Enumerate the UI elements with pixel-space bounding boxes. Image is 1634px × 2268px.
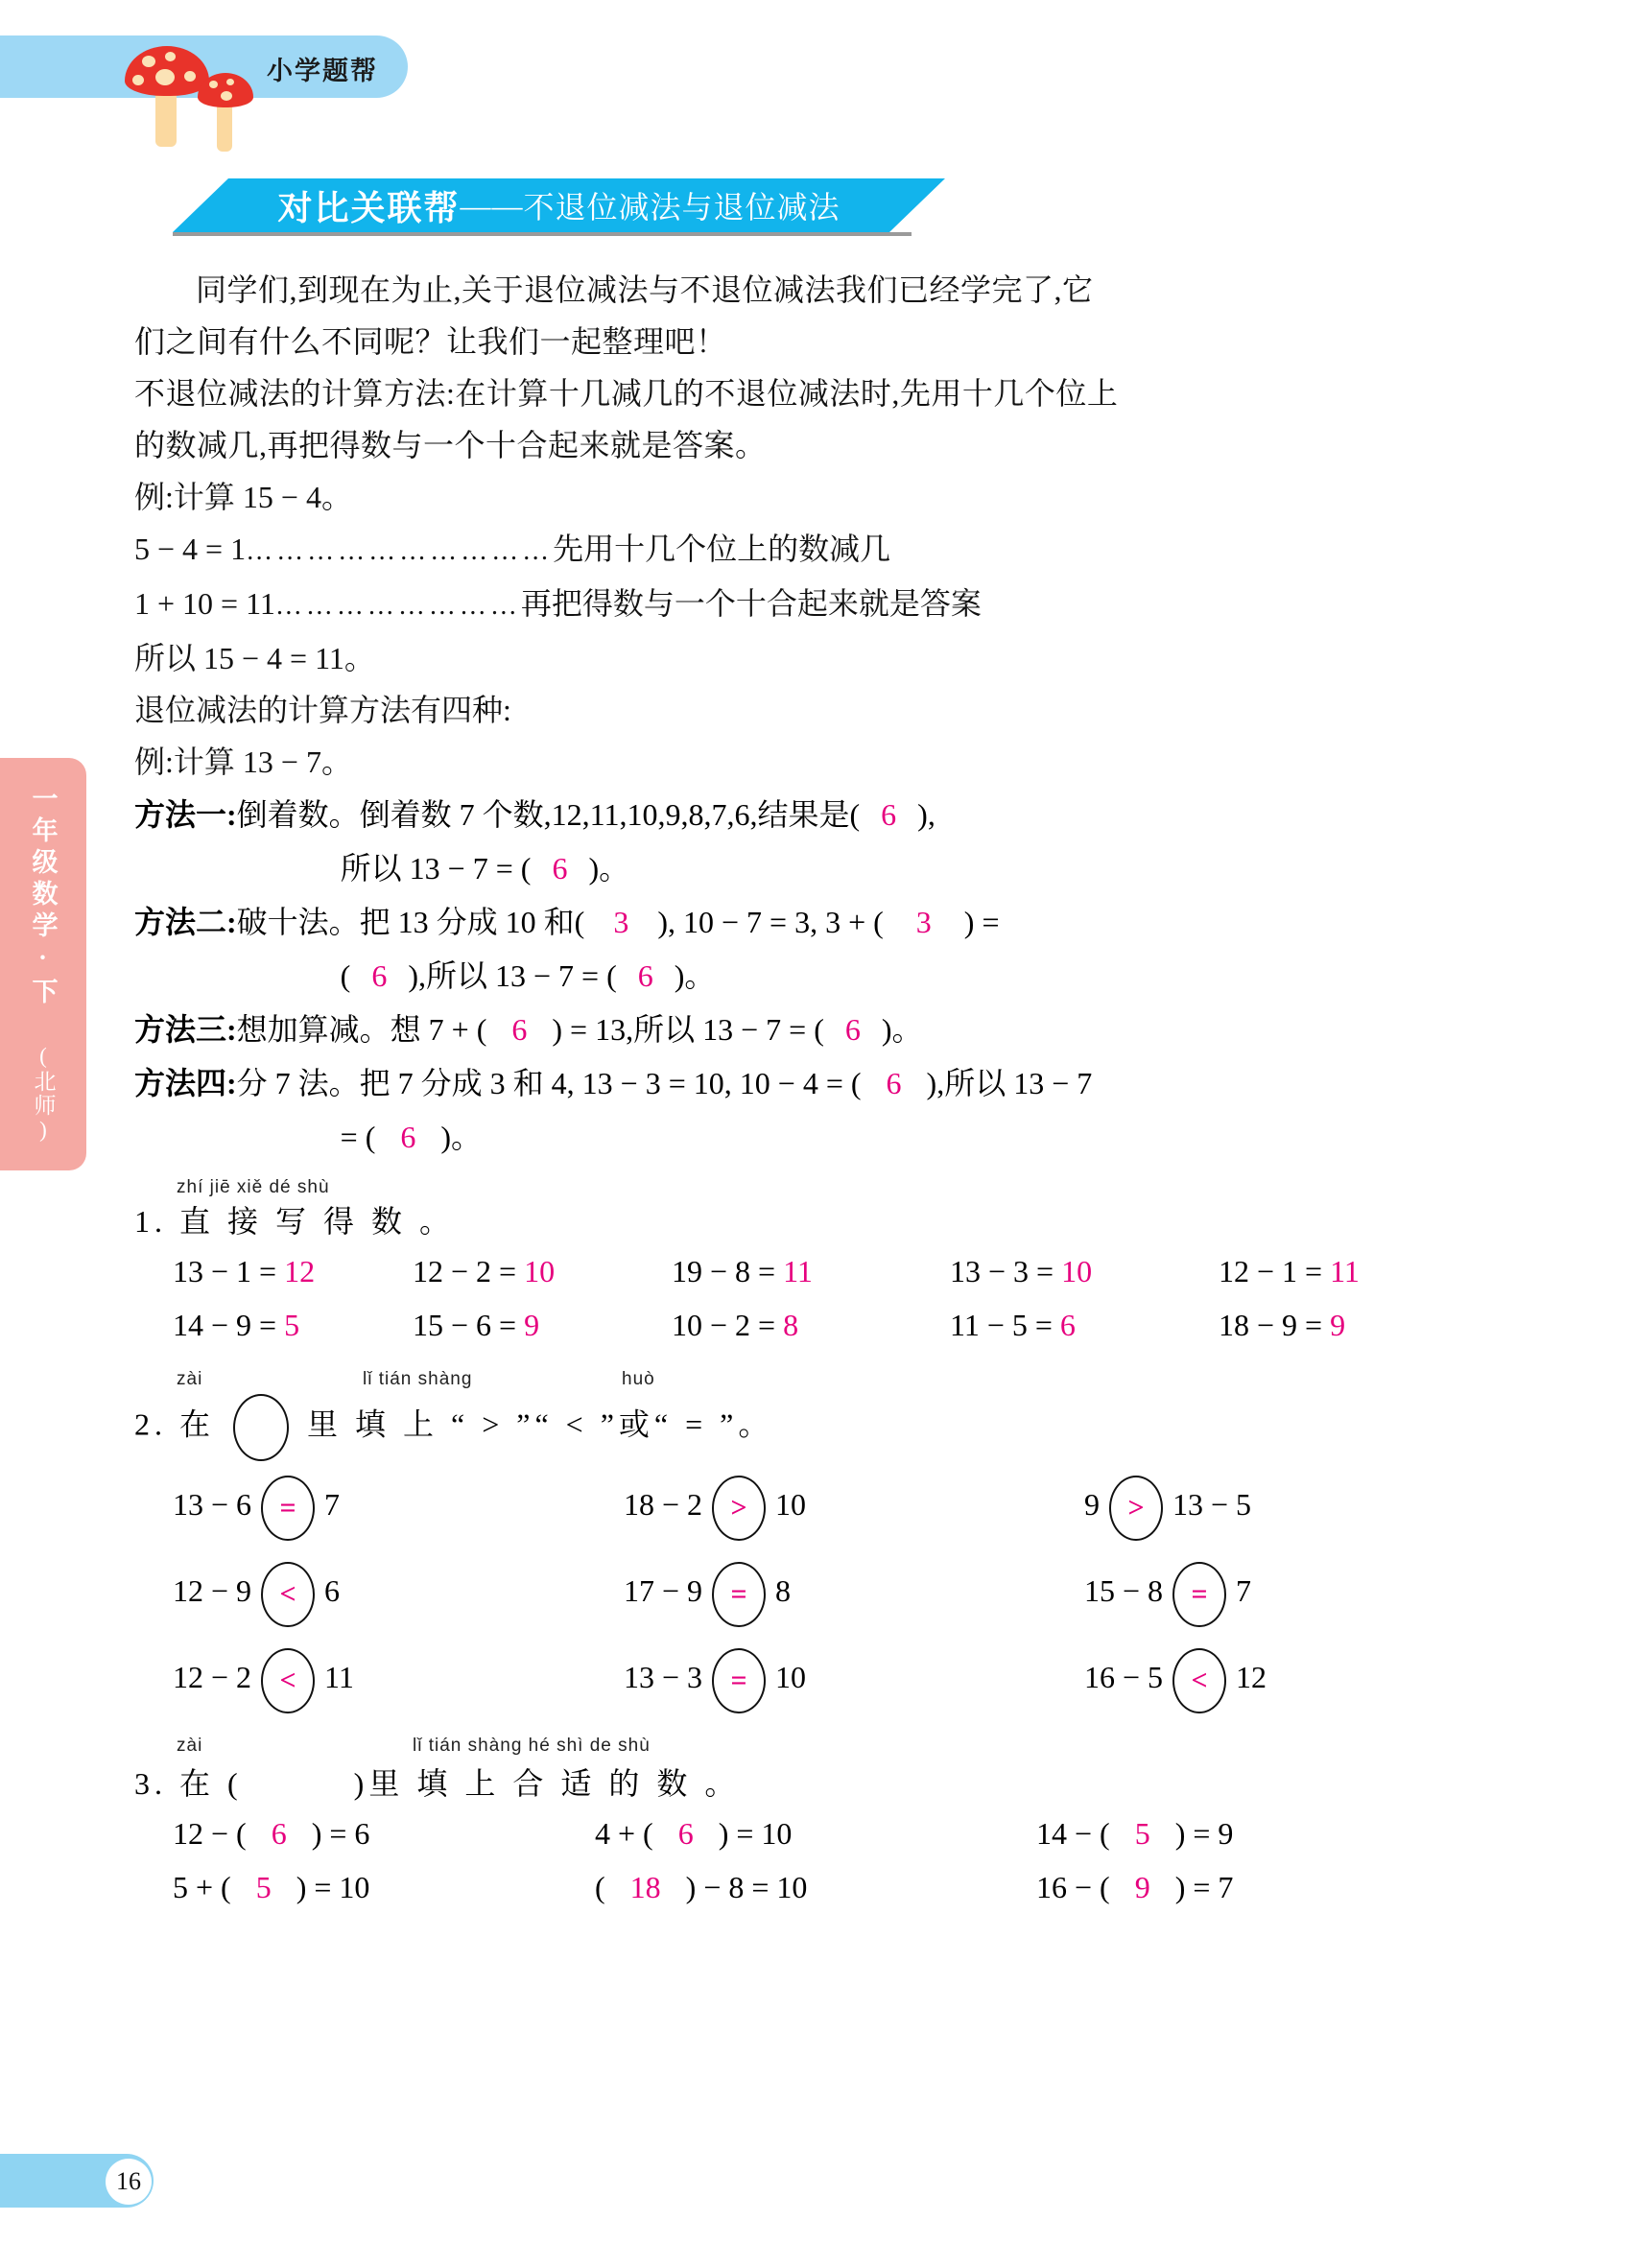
fill-right: ) = 9 [1174,1816,1234,1851]
eq-item [672,1298,950,1352]
fill-item [173,1807,595,1860]
method-2-answer-4: 6 [637,958,653,993]
eq-item [173,1244,413,1298]
compare-right: 13 − 5 [1172,1487,1252,1522]
banner-title-head: 对比关联帮 [277,188,461,227]
grade-side-tab-label [25,785,62,1144]
method-2-line1 [237,895,1487,949]
mushroom-small-icon [192,59,269,146]
exercise-2-title-b: 里 填 上 “ > ”“ < ”或“ = ”。 [307,1406,774,1442]
compare-item [1084,1547,1251,1634]
fill-item [595,1860,1036,1914]
method-1-line2-b: )。 [588,851,630,886]
fill-answer[interactable]: 9 [1134,1870,1150,1904]
eq-item [1219,1244,1360,1298]
method-4-line1-a: 分 7 法。把 7 分成 3 和 4, 13 − 3 = 10, 10 − 4 = ( [236,1066,862,1100]
method-4 [134,1056,1487,1164]
page-content [134,264,1487,1914]
method-1-line1 [237,788,1487,841]
intro-paragraph-3: 不退位减法的计算方法:在计算十几减几的不退位减法时,先用十几个位上 [134,376,1119,411]
compare-right: 8 [775,1573,792,1608]
methods-header: 退位减法的计算方法有四种: [134,693,511,727]
compare-left: 13 − 3 [624,1660,703,1694]
fill-item [595,1807,1036,1860]
edition-text: (北师) [31,1044,56,1144]
example1-step1-eq: 5 − 4 = 1 [134,532,247,566]
example1-step2-dots: …………………… [274,591,521,621]
eq-expr: 15 − 6 = [413,1308,517,1342]
compare-left: 12 − 9 [173,1573,252,1608]
exercise-2-row-1 [134,1461,1487,1547]
example1-step2-eq: 1 + 10 = 11 [134,586,275,621]
fill-answer[interactable]: 6 [677,1816,694,1851]
eq-expr: 12 − 2 = [413,1254,517,1288]
exercise-3-row-1 [134,1807,1487,1860]
example1-step2-note: 再把得数与一个十合起来就是答案 [520,586,982,621]
example1-label: 例:计算 15 − 4。 [134,480,352,514]
exercise-3-pinyin-row [134,1736,1487,1760]
exercise-2-title-a: 在 [179,1406,216,1442]
fill-left: 14 − ( [1036,1816,1110,1851]
fill-right: ) = 6 [311,1816,370,1851]
method-2-answer-2: 3 [915,905,932,939]
method-4-answer-2: 6 [400,1120,416,1154]
method-4-line1 [237,1056,1487,1110]
method-2 [134,895,1487,1003]
compare-right: 10 [775,1487,807,1522]
compare-right: 7 [1236,1573,1252,1608]
fill-answer[interactable]: 5 [255,1870,272,1904]
compare-right: 6 [324,1573,341,1608]
intro-paragraph-4: 的数减几,再把得数与一个十合起来就是答案。 [134,428,767,462]
exercise-2-row-3 [134,1634,1487,1720]
brand-title: 小学题帮 [267,57,378,85]
method-2-line1-b: ), 10 − 7 = 3, 3 + ( [657,905,884,939]
fill-answer[interactable]: 18 [629,1870,661,1904]
compare-right: 10 [775,1660,807,1694]
compare-item [624,1547,1084,1634]
eq-answer: 9 [1330,1308,1346,1342]
method-2-line2 [237,949,1487,1003]
eq-expr: 11 − 5 = [950,1308,1053,1342]
method-2-line1-a: 破十法。把 13 分成 10 和( [236,905,585,939]
compare-left: 18 − 2 [624,1487,703,1522]
comparison-circle[interactable]: < [261,1562,315,1627]
fill-right: ) − 8 = 10 [685,1870,808,1904]
exercise-3-pinyin-2: lǐ tián shàng hé shì de shù [413,1736,651,1756]
eq-expr: 10 − 2 = [672,1308,776,1342]
compare-left: 13 − 6 [173,1487,252,1522]
compare-item [173,1547,624,1634]
method-2-answer-3: 6 [371,958,388,993]
page-number: 16 [106,2159,152,2205]
method-4-line2-b: )。 [440,1120,483,1154]
fill-left: 12 − ( [173,1816,247,1851]
intro-paragraph-1: 同学们,到现在为止,关于退位减法与不退位减法我们已经学完了,它 [196,272,1094,307]
comparison-circle[interactable]: > [712,1476,766,1541]
example1-step1-dots: ………………………… [246,536,554,566]
method-1-line1-b: ), [917,797,935,832]
eq-answer: 8 [783,1308,799,1342]
banner-underline [173,232,912,236]
exercise-3-title [134,1760,1487,1807]
exercise-2-pinyin-2: lǐ tián shàng [363,1369,473,1389]
compare-item [173,1634,624,1720]
grade-text: 一年级数学·下 [28,785,58,1009]
compare-item [1084,1461,1251,1547]
comparison-circle[interactable]: > [1109,1476,1163,1541]
example1-conclusion: 所以 15 − 4 = 11。 [134,641,375,675]
fill-answer[interactable]: 5 [1134,1816,1150,1851]
method-4-label: 方法四: [134,1066,237,1100]
comparison-circle[interactable]: < [1172,1648,1226,1713]
eq-answer: 11 [783,1254,813,1288]
exercise-3-pinyin-1: zài [177,1736,203,1756]
compare-right: 11 [324,1660,354,1694]
compare-left: 12 − 2 [173,1660,252,1694]
compare-item [173,1461,624,1547]
method-2-answer-1: 3 [613,905,629,939]
eq-item [950,1298,1219,1352]
compare-item [1084,1634,1267,1720]
exercise-3-row-2 [134,1860,1487,1914]
eq-item [1219,1298,1345,1352]
eq-item [950,1244,1219,1298]
exercise-2-pinyin-1: zài [177,1369,203,1389]
exercise-2-row-2 [134,1547,1487,1634]
comparison-circle[interactable]: = [261,1476,315,1541]
fill-left: 5 + ( [173,1870,231,1904]
method-4-line2-a: = ( [340,1120,376,1154]
compare-left: 9 [1084,1487,1100,1522]
method-3-label: 方法三: [134,1012,237,1047]
fill-item [173,1860,595,1914]
method-3-line1-a: 想加算减。想 7 + ( [236,1012,487,1047]
exercise-1-pinyin: zhí jiē xiě dé shù [177,1177,330,1197]
method-3 [134,1003,1487,1056]
exercise-2-title [134,1394,1487,1461]
eq-expr: 13 − 3 = [950,1254,1054,1288]
exercise-2-pinyin-row [134,1369,1487,1394]
eq-item [173,1298,413,1352]
method-4-line1-b: ),所以 13 − 7 [926,1066,1093,1100]
eq-answer: 12 [284,1254,316,1288]
method-3-line1-b: ) = 13,所以 13 − 7 = ( [552,1012,824,1047]
eq-expr: 14 − 9 = [173,1308,277,1342]
eq-answer: 5 [284,1308,300,1342]
method-3-line1-c: )。 [881,1012,923,1047]
intro-paragraph-2: 们之间有什么不同呢？让我们一起整理吧！ [134,324,727,359]
method-1-answer-2: 6 [552,851,568,886]
comparison-circle[interactable]: = [712,1562,766,1627]
method-2-line1-c: ) = [963,905,1000,939]
eq-answer: 9 [524,1308,540,1342]
exercise-3-title-b: )里 填 上 合 适 的 数 。 [353,1766,741,1801]
compare-item [624,1634,1084,1720]
compare-left: 17 − 9 [624,1573,703,1608]
compare-left: 15 − 8 [1084,1573,1164,1608]
eq-answer: 6 [1059,1308,1076,1342]
method-2-line2-a: ( [340,958,351,993]
eq-answer: 10 [524,1254,556,1288]
eq-answer: 10 [1061,1254,1093,1288]
compare-left: 16 − 5 [1084,1660,1164,1694]
eq-answer: 11 [1330,1254,1360,1288]
example1-step1 [134,523,1487,578]
method-1 [134,788,1487,895]
method-1-line1-a: 倒着数。倒着数 7 个数,12,11,10,9,8,7,6,结果是( [236,797,861,832]
method-2-label: 方法二: [134,905,237,939]
method-4-answer-1: 6 [886,1066,902,1100]
comparison-circle[interactable]: < [261,1648,315,1713]
fill-left: 4 + ( [595,1816,653,1851]
method-1-answer-1: 6 [881,797,897,832]
method-3-answer-1: 6 [511,1012,528,1047]
method-2-line2-c: )。 [674,958,716,993]
eq-item [413,1244,672,1298]
compare-right: 12 [1236,1660,1267,1694]
compare-right: 7 [324,1487,341,1522]
example1-step2 [134,578,1487,632]
fill-answer[interactable]: 6 [271,1816,287,1851]
comparison-circle[interactable]: = [1172,1562,1226,1627]
method-2-line2-b: ),所以 13 − 7 = ( [408,958,617,993]
exercise-3-title-a: 在 ( [179,1766,243,1801]
banner-title-dash: —— [460,187,524,223]
section-title-banner [173,178,945,232]
example1-step1-note: 先用十几个位上的数减几 [553,532,891,566]
example2-label: 例:计算 13 − 7。 [134,744,352,779]
exercise-1-title-text: 直 接 写 得 数 。 [179,1204,456,1239]
fill-left: ( [595,1870,605,1904]
method-1-line2 [237,841,1487,895]
eq-item [413,1298,672,1352]
exercise-1-row-1 [134,1244,1487,1298]
exercise-1-title [134,1198,1487,1244]
banner-title-sub: 不退位减法与退位减法 [523,190,841,224]
answer-circle-blank[interactable] [233,1394,289,1461]
method-1-line2-a: 所以 13 − 7 = ( [340,851,532,886]
method-3-answer-2: 6 [844,1012,861,1047]
fill-right: ) = 10 [718,1816,793,1851]
eq-expr: 13 − 1 = [173,1254,277,1288]
eq-expr: 12 − 1 = [1219,1254,1323,1288]
fill-right: ) = 10 [296,1870,370,1904]
exercise-1-row-2 [134,1298,1487,1352]
fill-left: 16 − ( [1036,1870,1110,1904]
fill-right: ) = 7 [1174,1870,1234,1904]
exercise-2-pinyin-3: huò [622,1369,655,1389]
method-4-line2 [237,1110,1487,1164]
compare-item [624,1461,1084,1547]
exercise-1-number: 1. [134,1204,167,1239]
eq-expr: 18 − 9 = [1219,1308,1323,1342]
fill-item [1036,1807,1233,1860]
eq-item [672,1244,950,1298]
banner-title-text [173,178,945,232]
comparison-circle[interactable]: = [712,1648,766,1713]
method-3-line1 [237,1003,1487,1056]
exercise-3-number: 3. [134,1766,167,1801]
method-1-label: 方法一: [134,797,237,832]
eq-expr: 19 − 8 = [672,1254,776,1288]
exercise-2-number: 2. [134,1406,167,1442]
grade-side-tab [0,758,86,1170]
fill-item [1036,1860,1233,1914]
